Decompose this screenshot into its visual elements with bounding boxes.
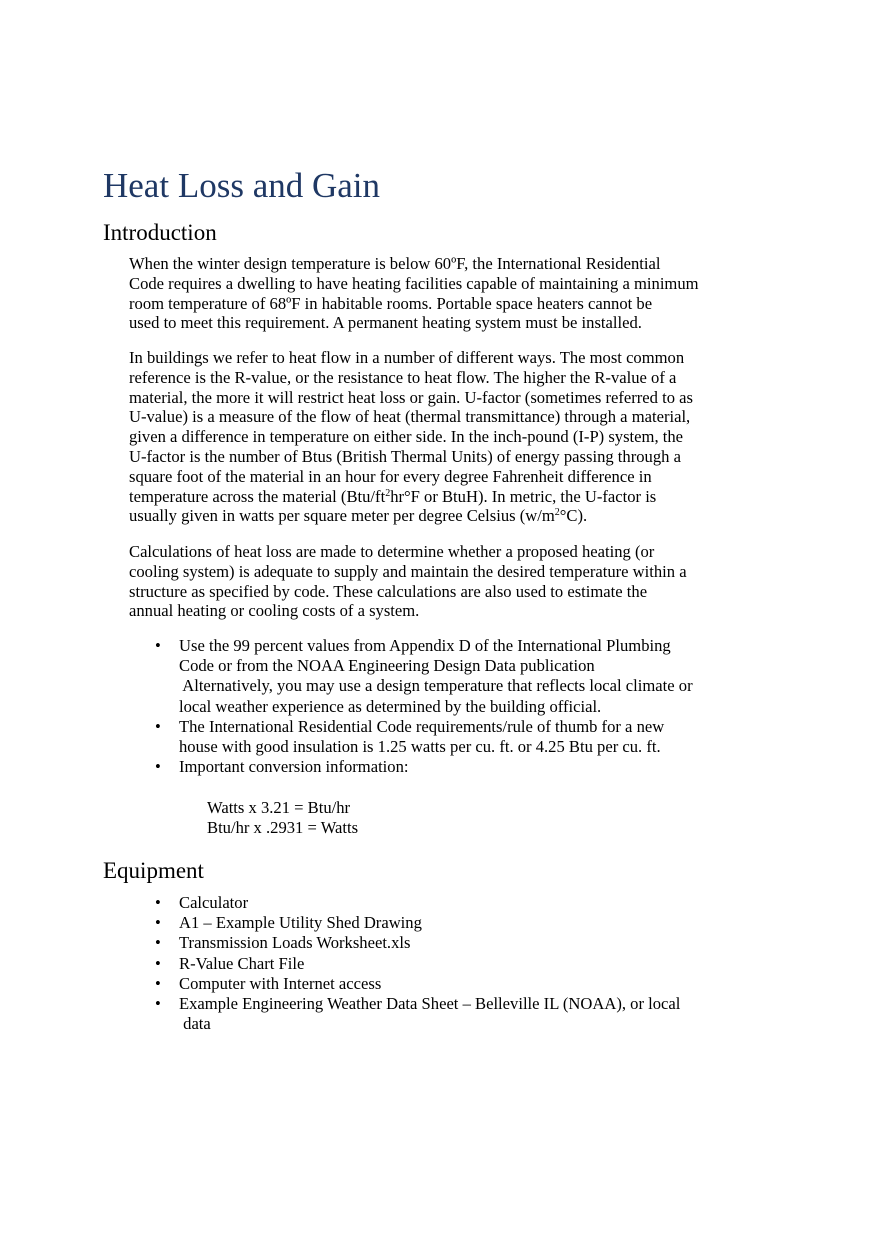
- text-segment: temperature across the material (Btu/ft: [129, 486, 386, 506]
- text-line: material, the more it will restrict heat loss or gain. U-factor (sometimes referred to as: [129, 387, 693, 407]
- text-line: [129, 506, 729, 526]
- text-line: When the winter design temperature is below 60ºF, the International Residential: [129, 254, 661, 273]
- conversion-line: Btu/hr x .2931 = Watts: [207, 818, 359, 837]
- text-line: reference is the R-value, or the resistance to heat flow. The higher the R-value of a: [129, 367, 677, 387]
- superscript: 2: [385, 487, 391, 499]
- text-segment: hr°F or BtuH). In metric, the U-factor is: [390, 486, 657, 506]
- text-line: In buildings we refer to heat flow in a number of different ways. The most common: [129, 348, 685, 367]
- text-line: local weather experience as determined by the building official.: [179, 696, 602, 716]
- superscript: 2: [554, 507, 560, 519]
- text-line: given a difference in temperature on either side. In the inch-pound (I-P) system, the: [129, 427, 684, 447]
- text-line: A1 – Example Utility Shed Drawing: [179, 913, 422, 933]
- equipment-heading: Equipment: [103, 858, 204, 883]
- text-line: Use the 99 percent values from Appendix D of the International Plumbing: [179, 636, 671, 655]
- intro-paragraph-3: [129, 542, 729, 621]
- text-line: Transmission Loads Worksheet.xls: [179, 933, 411, 953]
- bullet-marker: •: [155, 994, 161, 1014]
- bullet-marker: •: [155, 933, 161, 953]
- text-line: U-value) is a measure of the flow of heat (thermal transmittance) through a material,: [129, 407, 691, 427]
- text-line: house with good insulation is 1.25 watts per cu. ft. or 4.25 Btu per cu. ft.: [179, 737, 661, 757]
- text-line: The International Residential Code requirements/rule of thumb for a new: [179, 716, 665, 736]
- text-line: Calculator: [179, 893, 249, 912]
- list-item: [155, 636, 693, 717]
- text-line: square foot of the material in an hour for every degree Fahrenheit difference in: [129, 466, 652, 486]
- bullet-marker: •: [155, 716, 161, 736]
- list-item: [155, 893, 680, 913]
- list-item: [155, 757, 693, 777]
- bullet-marker: •: [155, 953, 161, 973]
- bullet-marker: •: [155, 636, 161, 655]
- list-item: [155, 974, 680, 994]
- text-line: Calculations of heat loss are made to determine whether a proposed heating (or: [129, 542, 655, 561]
- text-segment: °C).: [559, 506, 588, 526]
- text-segment: usually given in watts per square meter per degree Celsius (w/m: [129, 506, 555, 526]
- text-line: Code or from the NOAA Engineering Design Data publication: [179, 656, 595, 676]
- text-line: Alternatively, you may use a design temperature that reflects local climate or: [179, 676, 693, 696]
- introduction-heading: Introduction: [103, 220, 217, 245]
- text-line: data: [179, 1014, 211, 1034]
- equipment-list: [155, 893, 680, 1034]
- list-item: [155, 994, 680, 1034]
- intro-paragraph-2: [129, 348, 729, 526]
- conversion-line: Watts x 3.21 = Btu/hr: [207, 798, 351, 817]
- list-item: [155, 933, 680, 953]
- conversion-block: [207, 798, 358, 838]
- text-line: used to meet this requirement. A permanent heating system must be installed.: [129, 313, 642, 333]
- text-line: Computer with Internet access: [179, 973, 382, 993]
- bullet-marker: •: [155, 893, 161, 912]
- text-line: Important conversion information:: [179, 757, 409, 777]
- intro-paragraph-1: [129, 254, 729, 333]
- bullet-marker: •: [155, 757, 161, 777]
- list-item: [155, 717, 693, 757]
- text-line: room temperature of 68ºF in habitable rooms. Portable space heaters cannot be: [129, 293, 653, 313]
- text-line: [129, 487, 729, 507]
- list-item: [155, 913, 680, 933]
- bullet-marker: •: [155, 913, 161, 933]
- text-line: structure as specified by code. These calculations are also used to estimate the: [129, 581, 648, 601]
- bullet-marker: •: [155, 973, 161, 993]
- text-line: Example Engineering Weather Data Sheet – Belleville IL (NOAA), or local: [179, 994, 681, 1014]
- intro-bullet-list: [155, 636, 693, 777]
- text-line: R-Value Chart File: [179, 953, 305, 973]
- page-title: Heat Loss and Gain: [103, 166, 381, 205]
- text-line: annual heating or cooling costs of a system.: [129, 601, 420, 621]
- list-item: [155, 954, 680, 974]
- text-line: U-factor is the number of Btus (British Thermal Units) of energy passing through a: [129, 446, 681, 466]
- text-line: cooling system) is adequate to supply and maintain the desired temperature within a: [129, 561, 687, 581]
- text-line: Code requires a dwelling to have heating facilities capable of maintaining a minimum: [129, 273, 699, 293]
